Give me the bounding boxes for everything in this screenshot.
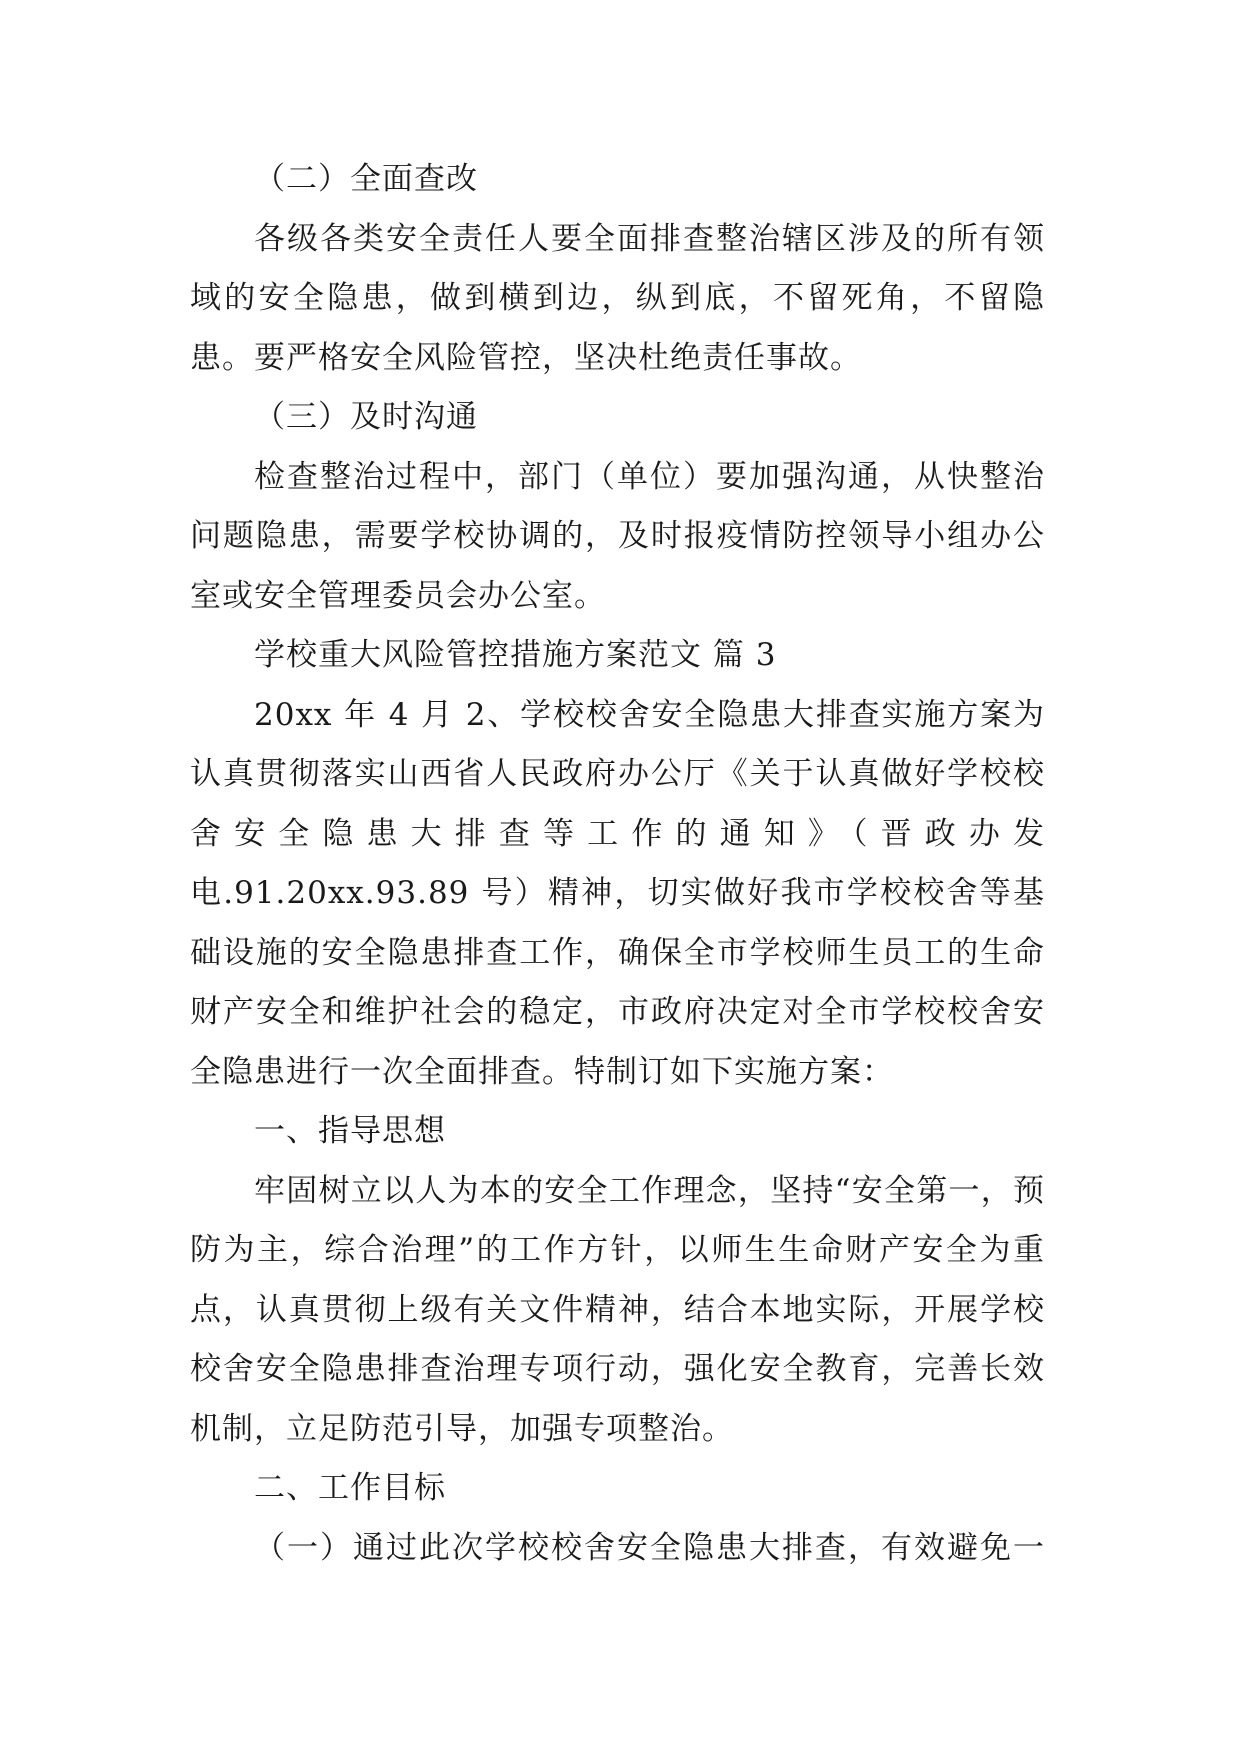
paragraph-introduction: 20xx 年 4 月 2、学校校舍安全隐患大排查实施方案为认真贯彻落实山西省人民政府办公厅《关于认真做好学校校舍安全隐患大排查等工作的通知》（晋政办发电.91.20xx.93.89 号）精神，切实做好我市学校校舍等基础设施的安全隐患排查工作，确保全市学校师生员工的生命财产安全和维护社会的稳定，市政府决定对全市学校校舍安全隐患进行一次全面排查。特制订如下实施方案： (190, 696, 1045, 1090)
paragraph-comprehensive-rectification: 各级各类安全责任人要全面排查整治辖区涉及的所有领域的安全隐患，做到横到边，纵到底，不留死角，不留隐患。要严格安全风险管控，坚决杜绝责任事故。 (190, 220, 1045, 376)
paragraph-goal-one: （一）通过此次学校校舍安全隐患大排查，有效避免一 (254, 1529, 1045, 1566)
heading-guiding-ideology: 一、指导思想 (254, 1113, 446, 1149)
paragraph-guiding-ideology: 牢固树立以人为本的安全工作理念，坚持“安全第一，预防为主，综合治理”的工作方针，以师生生命财产安全为重点，认真贯彻上级有关文件精神，结合本地实际，开展学校校舍安全隐患排查治理专项行动，强化安全教育，完善长效机制，立足防范引导，加强专项整治。 (190, 1172, 1045, 1447)
section-title: 学校重大风险管控措施方案范文 篇 3 (254, 637, 777, 673)
subheading-timely-communication: （三）及时沟通 (254, 399, 478, 435)
paragraph-timely-communication: 检查整治过程中，部门（单位）要加强沟通，从快整治问题隐患，需要学校协调的，及时报疫情防控领导小组办公室或安全管理委员会办公室。 (190, 458, 1045, 614)
subheading-comprehensive-rectification: （二）全面查改 (254, 161, 478, 197)
document-body (190, 150, 1045, 1578)
heading-work-goals: 二、工作目标 (254, 1470, 446, 1506)
